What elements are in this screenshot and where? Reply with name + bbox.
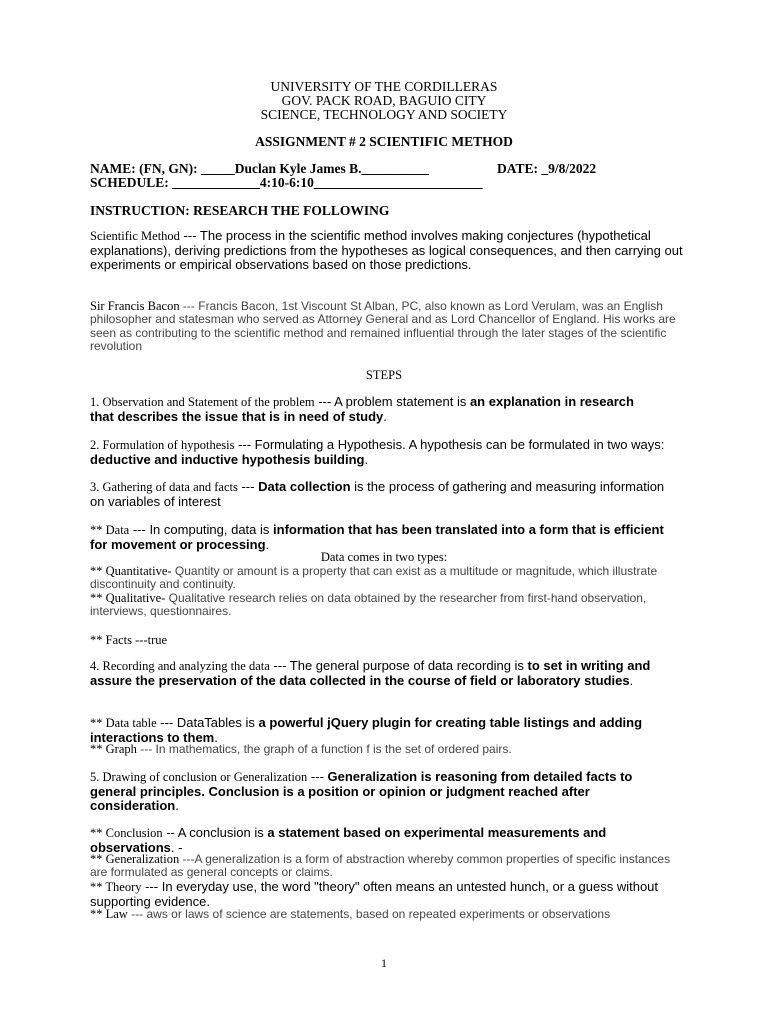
step-1-text: --- A problem statement is xyxy=(314,394,470,409)
graph-text: --- In mathematics, the graph of a function f is the set of ordered pairs. xyxy=(136,742,512,756)
step-4-emphasis: to set in writing and assure the preservation of the data collected in the course of field or laboratory studies xyxy=(90,658,651,688)
step-5-label: 5. Drawing of conclusion or Generalization xyxy=(90,770,308,784)
schedule-line: SCHEDULE: _____________4:10-6:10_________________________ xyxy=(90,175,483,190)
data-table-text: --- DataTables is xyxy=(156,715,259,730)
assignment-title: ASSIGNMENT # 2 SCIENTIFIC METHOD xyxy=(255,134,513,149)
data-table-end: . xyxy=(214,729,218,745)
qualitative-text: Qualitative research relies on data obtained by the researcher from first-hand observation, interviews, questionnaires. xyxy=(90,591,647,619)
graph-paragraph xyxy=(90,743,690,756)
conclusion-end: . - xyxy=(170,839,183,855)
step-5-end: . xyxy=(175,798,179,814)
data-label: ** Data xyxy=(90,523,130,537)
step-3-label: 3. Gathering of data and facts xyxy=(90,480,238,494)
quantitative-paragraph xyxy=(90,565,670,592)
scientific-method-label: Scientific Method xyxy=(90,229,180,243)
data-emphasis: information that has been translated into a form that is efficient for movement or processing xyxy=(90,522,664,552)
conclusion-paragraph xyxy=(90,826,660,855)
generalization-paragraph xyxy=(90,853,675,880)
francis-bacon-label: Sir Francis Bacon xyxy=(90,299,180,313)
step-2-paragraph xyxy=(90,438,690,467)
qualitative-paragraph xyxy=(90,592,670,619)
data-text: --- In computing, data is xyxy=(129,522,274,537)
step-4-paragraph xyxy=(90,659,675,688)
generalization-label: ** Generalization xyxy=(90,852,180,866)
data-paragraph xyxy=(90,523,665,552)
theory-paragraph xyxy=(90,880,665,909)
steps-title: STEPS xyxy=(365,368,403,382)
quantitative-text: Quantity or amount is a property that can exist as a multitude or magnitude, which illustrate discontinuity and continuity. xyxy=(90,564,658,592)
date-line: DATE: _9/8/2022 xyxy=(497,161,597,176)
law-paragraph xyxy=(90,908,690,921)
step-1-paragraph xyxy=(90,395,650,424)
step-2-end: . xyxy=(364,451,369,467)
step-5-text: --- xyxy=(307,769,328,784)
data-types-line: Data comes in two types: xyxy=(320,550,448,564)
graph-label: ** Graph xyxy=(90,742,137,756)
name-line: NAME: (FN, GN): _____Duclan Kyle James B.__________ xyxy=(90,161,429,176)
theory-label: ** Theory xyxy=(90,880,142,894)
step-2-label: 2. Formulation of hypothesis xyxy=(90,438,235,452)
step-3-paragraph xyxy=(90,480,670,509)
page-number: 1 xyxy=(381,956,387,970)
facts-line: ** Facts ---true xyxy=(90,633,168,647)
course-name: SCIENCE, TECHNOLOGY AND SOCIETY xyxy=(260,107,508,122)
francis-bacon-text: --- Francis Bacon, 1st Viscount St Alban, PC, also known as Lord Verulam, was an English philosopher and statesman who served as Attorney General and as Lord Chancellor of England. His works are seen as contributing to the scientific method and remained influential through the later stages of the scientific revolution xyxy=(90,299,676,354)
step-3-emphasis: Data collection xyxy=(258,479,351,494)
law-text: --- aws or laws of science are statements, based on repeated experiments or observations xyxy=(127,907,611,921)
step-3-text-b: is the process of gathering and measuring information on variables of interest xyxy=(90,479,665,509)
conclusion-text: -- A conclusion is xyxy=(162,825,268,840)
generalization-text: ---A generalization is a form of abstraction whereby common properties of specific instances are formulated as general concepts or claims. xyxy=(90,852,671,880)
step-1-emphasis: an explanation in research that describes the issue that is in need of study xyxy=(90,394,634,424)
step-3-text-a: --- xyxy=(237,479,259,494)
data-table-label: ** Data table xyxy=(90,716,157,730)
theory-text: --- In everyday use, the word "theory" often means an untested hunch, or a guess without supporting evidence. xyxy=(90,879,659,909)
conclusion-label: ** Conclusion xyxy=(90,826,163,840)
step-5-paragraph xyxy=(90,770,680,814)
step-4-text: --- The general purpose of data recording is xyxy=(269,658,528,673)
step-4-label: 4. Recording and analyzing the data xyxy=(90,659,270,673)
qualitative-label: ** Qualitative- xyxy=(90,591,166,605)
step-1-end: . xyxy=(383,408,387,424)
instruction: INSTRUCTION: RESEARCH THE FOLLOWING xyxy=(90,203,390,218)
conclusion-emphasis: a statement based on experimental measurements and observations xyxy=(90,825,607,855)
step-1-label: 1. Observation and Statement of the problem xyxy=(90,395,315,409)
data-table-paragraph xyxy=(90,716,665,745)
scientific-method-text: --- The process in the scientific method involves making conjectures (hypothetical explanations), deriving predictions from the hypotheses as logical consequences, and then carrying out experiments or empirical observations based on those predictions. xyxy=(90,228,683,273)
data-table-emphasis: a powerful jQuery plugin for creating table listings and adding interactions to them xyxy=(90,715,643,745)
step-4-end: . xyxy=(629,672,634,688)
step-2-emphasis: deductive and inductive hypothesis building xyxy=(90,451,365,467)
step-5-emphasis: Generalization is reasoning from detailed facts to general principles. Conclusion is a position or opinion or judgment reached after consideration xyxy=(90,769,633,814)
university-name: UNIVERSITY OF THE CORDILLERAS xyxy=(270,79,498,94)
university-address: GOV. PACK ROAD, BAGUIO CITY xyxy=(281,93,487,108)
law-label: ** Law xyxy=(90,907,128,921)
francis-bacon-paragraph xyxy=(90,300,680,354)
scientific-method-paragraph xyxy=(90,229,690,273)
step-2-text: --- Formulating a Hypothesis. A hypothesis can be formulated in two ways: xyxy=(234,437,665,452)
quantitative-label: ** Quantitative- xyxy=(90,564,172,578)
data-end: . xyxy=(265,536,270,552)
